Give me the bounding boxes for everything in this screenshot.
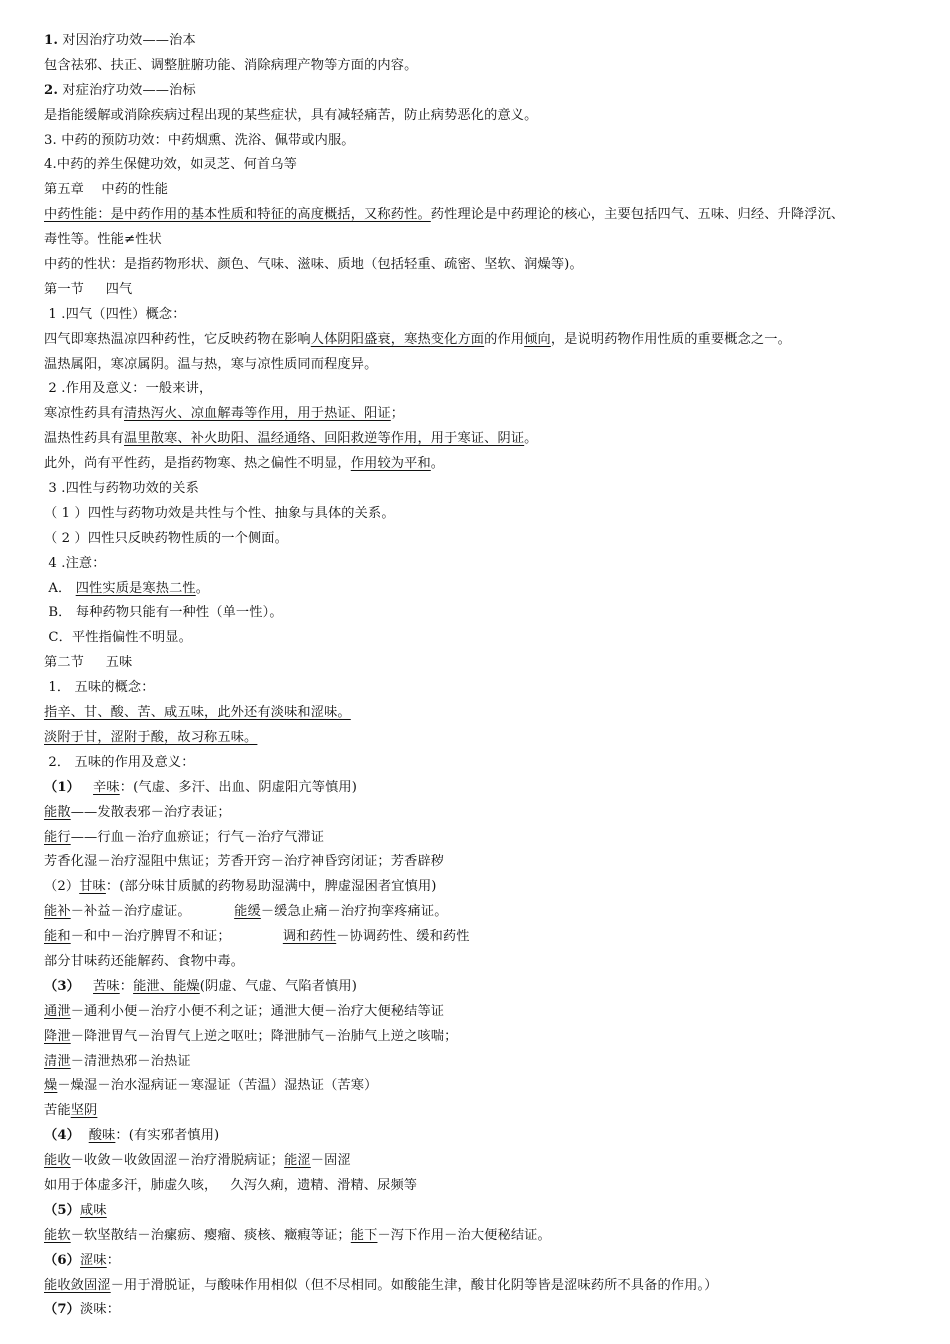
text-segment: 部分甘味药还能解药、食物中毒。 [44, 953, 245, 969]
text-segment: 如用于体虚多汗，肺虚久咳， 久泻久痢，遗精、滑精、尿频等 [44, 1177, 418, 1193]
text-line [44, 328, 924, 353]
text-line [44, 1025, 924, 1050]
underlined-text: 能收敛固涩 [44, 1277, 111, 1293]
text-segment: 第五章 中药的性能 [44, 182, 169, 198]
text-line [44, 1249, 924, 1274]
text-segment: 。 [430, 456, 445, 472]
text-segment: 淡味： [80, 1302, 121, 1318]
text-segment: （2） [44, 879, 80, 895]
text-line [44, 552, 924, 577]
text-line [44, 1274, 924, 1299]
underlined-text: 咸味 [80, 1202, 107, 1218]
text-line [44, 826, 924, 851]
text-segment: （6） [44, 1252, 81, 1268]
text-line [44, 129, 924, 154]
text-segment [80, 780, 93, 795]
underlined-text: 通泄 [44, 1003, 71, 1019]
text-segment: （1） [44, 779, 81, 795]
text-line [44, 850, 924, 875]
text-line [44, 477, 924, 502]
text-line [44, 452, 924, 477]
underlined-text: 能行 [44, 829, 71, 845]
text-segment: （3） [44, 978, 81, 994]
text-segment: 第一节 四气 [44, 281, 133, 297]
underlined-text: 调和药性 [282, 929, 337, 945]
underlined-text: 能缓 [234, 904, 261, 920]
underlined-text: 四性实质是寒热二性 [75, 580, 196, 596]
text-segment: 温热属阳，寒凉属阴。温与热，寒与凉性质同而程度异。 [44, 356, 378, 372]
text-segment: 苦能 [44, 1103, 71, 1119]
text-segment: 对症治疗功效——治标 [58, 82, 196, 98]
text-line [44, 726, 924, 751]
text-line [44, 377, 924, 402]
text-segment: 四气即寒热温凉四种药性，它反映药物在影响 [44, 331, 311, 347]
text-segment: －收敛－收敛固涩－治疗滑脱病证； [70, 1153, 285, 1169]
text-segment: 第二节 五味 [44, 655, 133, 671]
text-segment [80, 979, 93, 994]
text-segment: 2. [44, 82, 59, 98]
text-line [44, 353, 924, 378]
text-segment: －通利小便－治疗小便不利之证；通泄大便－治疗大便秘结等证 [70, 1003, 445, 1019]
underlined-text: 能下 [350, 1227, 378, 1243]
text-segment: C．平性指偏性不明显。 [44, 630, 192, 646]
text-line [44, 801, 924, 826]
text-line [44, 626, 924, 651]
text-line [44, 278, 924, 303]
text-segment: 2 .作用及意义：一般来讲， [44, 381, 213, 397]
text-segment: 1 .四气（四性）概念： [44, 306, 186, 322]
text-line [44, 104, 924, 129]
underlined-text: 能泄、能燥 [133, 978, 200, 994]
text-segment: 毒性等。性能≠性状 [44, 232, 162, 248]
text-segment: 4 .注意： [44, 555, 106, 571]
underlined-text: 中药性能：是中药作用的基本性质和特征的高度概括，又称药性。 [44, 207, 431, 223]
text-segment: 1. [44, 33, 59, 48]
text-segment: ： [119, 978, 134, 994]
text-line [44, 303, 924, 328]
text-line [44, 29, 924, 54]
text-segment: ； [390, 406, 405, 422]
text-segment: ：(有实邪者慎用) [115, 1128, 220, 1144]
text-line [44, 776, 924, 801]
underlined-text: 能软 [44, 1227, 71, 1243]
text-line [44, 1149, 924, 1174]
text-segment: ——行血－治疗血瘀证；行气－治疗气滞证 [70, 829, 325, 845]
text-segment: －降泄胃气－治胃气上逆之呕吐；降泄肺气－治肺气上逆之咳喘； [70, 1028, 458, 1044]
text-segment: （4） [44, 1128, 81, 1144]
text-line [44, 1224, 924, 1249]
text-line [44, 228, 924, 253]
document-body [44, 29, 924, 1323]
text-segment: 温热性药具有 [44, 431, 125, 447]
text-segment [80, 1128, 89, 1143]
text-line [44, 402, 924, 427]
underlined-text: 淡附于甘，涩附于酸，故习称五味。 [44, 729, 258, 745]
underlined-text: 酸味 [88, 1128, 116, 1144]
text-segment: 此外，尚有平性药，是指药物寒、热之偏性不明显， [44, 456, 351, 472]
text-line [44, 1050, 924, 1075]
text-line [44, 676, 924, 701]
text-segment: －用于滑脱证，与酸味作用相似（但不尽相同。如酸能生津，酸甘化阴等皆是涩味药所不具备的作用。） [110, 1277, 718, 1293]
text-segment: 对因治疗功效——治本 [58, 33, 196, 48]
text-segment: （ 1 ）四性与药物功效是共性与个性、抽象与具体的关系。 [44, 505, 395, 521]
underlined-text: 能涩 [284, 1153, 311, 1169]
text-segment: －和中－治疗脾胃不和证； [70, 929, 283, 945]
text-line [44, 1199, 924, 1224]
text-line [44, 701, 924, 726]
text-line [44, 1074, 924, 1099]
text-line [44, 79, 924, 104]
underlined-text: 倾向 [524, 331, 551, 347]
text-segment: (阴虚、气虚、气陷者慎用) [199, 978, 358, 994]
text-segment: 1． 五味的概念： [44, 680, 155, 696]
text-segment: （5） [44, 1202, 81, 1218]
text-line [44, 577, 924, 602]
underlined-text: 坚阴 [70, 1103, 98, 1119]
text-line [44, 975, 924, 1000]
underlined-text: 人体阴阳盛衰，寒热变化方面 [310, 331, 485, 347]
text-segment: 寒凉性药具有 [44, 406, 125, 422]
text-segment: ：(气虚、多汗、出血、阴虚阳亢等慎用) [119, 779, 358, 795]
text-line [44, 651, 924, 676]
text-segment: 3. 中药的预防功效：中药烟熏、洗浴、佩带或内服。 [44, 132, 355, 148]
underlined-text: 温里散寒、补火助阳、温经通络、回阳救逆等作用，用于寒证、阴证 [124, 431, 525, 447]
text-segment: 药性理论是中药理论的核心，主要包括四气、五味、归经、升降浮沉、 [430, 207, 845, 223]
text-segment: －协调药性、缓和药性 [336, 929, 470, 945]
underlined-text: 能收 [44, 1153, 71, 1169]
text-line [44, 54, 924, 79]
underlined-text: 能补 [44, 904, 71, 920]
underlined-text: 甘味 [79, 879, 106, 895]
underlined-text: 作用较为平和 [350, 456, 431, 472]
text-line [44, 1298, 924, 1323]
text-segment: 3 .四性与药物功效的关系 [44, 481, 199, 497]
text-line [44, 900, 924, 925]
text-line [44, 751, 924, 776]
text-line [44, 950, 924, 975]
underlined-text: 涩味 [80, 1252, 107, 1268]
text-line [44, 1174, 924, 1199]
text-segment: －清泄热邪－治热证 [70, 1053, 191, 1069]
text-segment: －缓急止痛－治疗拘挛疼痛证。 [260, 904, 448, 920]
text-line [44, 875, 924, 900]
underlined-text: 辛味 [93, 779, 120, 795]
text-segment: ，是说明药物作用性质的重要概念之一。 [550, 331, 791, 347]
text-segment: 是指能缓解或消除疾病过程出现的某些症状，具有减轻痛苦，防止病势恶化的意义。 [44, 107, 538, 123]
text-line [44, 1099, 924, 1124]
underlined-text: 燥 [44, 1078, 58, 1094]
text-segment: 包含祛邪、扶正、调整脏腑功能、消除病理产物等方面的内容。 [44, 57, 418, 73]
underlined-text: 指辛、甘、酸、苦、咸五味，此外还有淡味和涩味。 [44, 705, 351, 721]
text-line [44, 601, 924, 626]
text-segment: 芳香化湿－治疗湿阻中焦证；芳香开窍－治疗神昏窍闭证；芳香辟秽 [44, 854, 445, 870]
underlined-text: 清泄 [44, 1053, 71, 1069]
text-line [44, 502, 924, 527]
text-line [44, 1000, 924, 1025]
text-segment: （ 2 ）四性只反映药物性质的一个侧面。 [44, 530, 288, 546]
text-segment: B． 每种药物只能有一种性（单一性）。 [44, 605, 283, 621]
text-segment: 的作用 [484, 331, 525, 347]
text-segment: 4.中药的养生保健功效，如灵芝、何首乌等 [44, 157, 297, 173]
underlined-text: 能和 [44, 929, 71, 945]
text-segment: A． [44, 580, 76, 596]
text-line [44, 925, 924, 950]
text-line [44, 253, 924, 278]
text-segment: 中药的性状：是指药物形状、颜色、气味、滋味、质地（包括轻重、疏密、坚软、润燥等)。 [44, 257, 583, 273]
text-line [44, 427, 924, 452]
text-segment: 2． 五味的作用及意义： [44, 754, 195, 770]
text-segment: －软坚散结－治瘰疬、瘿瘤、痰核、癥瘕等证； [70, 1227, 351, 1243]
text-segment: 。 [524, 431, 538, 447]
text-segment: ： [106, 1252, 121, 1268]
underlined-text: 降泄 [44, 1028, 71, 1044]
underlined-text: 清热泻火、凉血解毒等作用，用于热证、阳证 [124, 406, 391, 422]
text-segment: －燥湿－治水湿病证－寒湿证（苦温）湿热证（苦寒） [57, 1078, 378, 1094]
text-segment: ：(部分味甘质腻的药物易助湿满中，脾虚湿困者宜慎用) [105, 879, 437, 895]
text-segment: 。 [195, 580, 210, 596]
text-line [44, 153, 924, 178]
underlined-text: 苦味 [93, 978, 120, 994]
text-segment: ——发散表邪－治疗表证； [70, 804, 231, 820]
text-line [44, 203, 924, 228]
text-segment: －泻下作用－治大便秘结证。 [377, 1227, 551, 1243]
text-line [44, 1124, 924, 1149]
underlined-text: 能散 [44, 804, 71, 820]
text-segment: －补益－治疗虚证。 [70, 904, 235, 920]
text-line [44, 527, 924, 552]
text-line [44, 178, 924, 203]
text-segment: （7） [44, 1302, 81, 1318]
text-segment: －固涩 [310, 1153, 351, 1169]
